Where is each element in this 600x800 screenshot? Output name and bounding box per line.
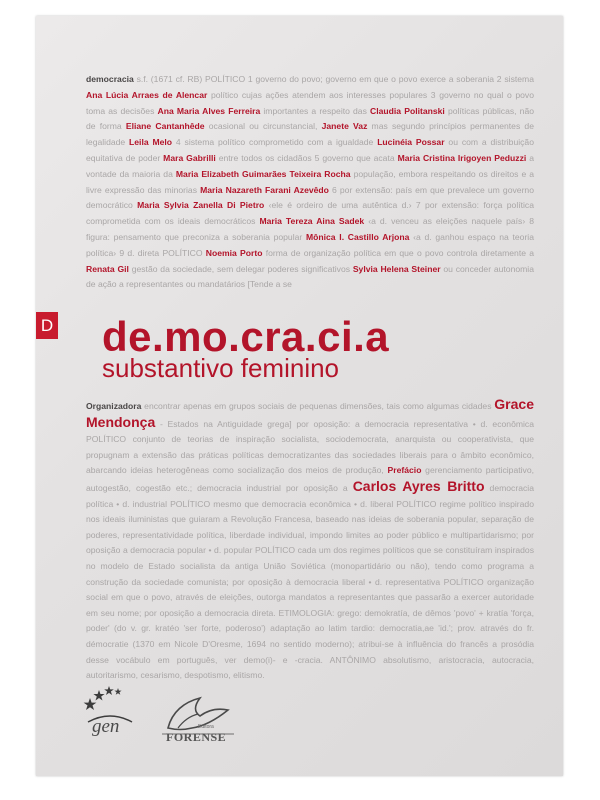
entry-headword: democracia — [86, 74, 134, 84]
author-name: Mônica I. Castillo Arjona — [305, 231, 410, 242]
author-name: Leila Melo — [129, 137, 173, 148]
author-name: Mara Gabrilli — [163, 152, 216, 163]
entry-text: s.f. (1671 cf. RB) POLÍTICO 1 governo do povo; governo em que o povo exerce a soberania 2 sistema — [133, 74, 534, 84]
organizer-name: Grace Mendonça — [86, 396, 534, 430]
entry-text: forma de organização política em que o povo controla diretamente a — [262, 247, 534, 258]
entry-text: importantes a respeito das — [260, 105, 371, 116]
entry-text: encontrar apenas em grupos sociais de pequenas dimensões, tais como algumas cidades — [141, 401, 495, 411]
book-cover — [36, 16, 563, 776]
entry-text: ou com a distribuição equitativa de poder — [86, 137, 534, 163]
entry-text: democracia política • d. industrial POLÍTICO mesmo que democracia econômica • d. liberal POLÍTICO regime político inspirado nos ideais iluministas que guiaram a Revolução Francesa, baseado nas ideias de soberania popular, separação de poderes, representatividade política, liberdade individual, impondo limites ao poder público e multipartidarismo; por oposição a democracia popular • d. popular POLÍTICO cada um dos regimes políticos que se constituíram inspirados no modelo de Estado socialista da antiga União Soviética (monopartidário ou não), tendo como programa a construção da sociedade comunista; por oposição à democracia liberal • d. representativa POLÍTICO organização social em que o povo, através de eleições, outorga mandatos a representantes que passarão a exercer autoridade em seu nome; por oposição a democracia direta. ETIMOLOGIA: grego: demokratía, de dêmos 'povo' + kratía 'força, poder' (do v. gr. kratéo 'ser forte, poderoso') adaptação ao latim tardio: democratia,ae 'id.'; prov. através do fr. démocratie (1370 em Nicole D'Oresme, 1694 no sentido moderno); atribui-se à influência do francês a prosódia desse vocábulo em português, ver demo(i)- e -cracia. ANTÔNIMO absolutismo, aristocracia, autocracia, autoritarismo, cesarismo, despotismo, elitismo. — [86, 482, 534, 681]
entry-text: ou conceder autonomia de ação a representantes ou mandatários [Tende a se — [86, 263, 534, 290]
author-name: Maria Cristina Irigoyen Peduzzi — [397, 152, 527, 163]
author-name: Claudia Politanski — [370, 105, 445, 116]
book-subtitle: substantivo feminino — [102, 353, 340, 383]
dictionary-entry-top — [86, 72, 534, 293]
author-name: Maria Nazareth Farani Azevêdo — [200, 184, 329, 195]
entry-text: entre todos os cidadãos 5 governo que acata — [215, 152, 398, 163]
forense-logo-text: FORENSE — [166, 730, 227, 744]
entry-text: a vontade da maioria da — [86, 152, 535, 179]
publisher-logos — [80, 680, 240, 760]
author-name: Ana Maria Alves Ferreira — [157, 105, 261, 116]
preface-label: Prefácio — [387, 465, 422, 476]
entry-text: 6 por extensão: país em que prevalece um governo democrático — [86, 184, 534, 211]
author-name: Ana Lúcia Arraes de Alencar — [86, 89, 208, 100]
entry-text: gerenciamento participativo, autogestão, cogestão etc.; democracia industrial por oposição a — [86, 465, 534, 493]
entry-text: população, embora respeitando os direitos e a livre expressão das minorias — [86, 168, 534, 195]
author-name: Eliane Cantanhêde — [125, 121, 205, 132]
author-name: Janete Vaz — [321, 121, 368, 132]
letter-badge: D — [36, 312, 58, 339]
author-name: Noemia Porto — [205, 247, 263, 258]
entry-text: gestão da sociedade, sem delegar poderes significativos — [128, 263, 353, 274]
entry-text: ‹a d. venceu as eleições naquele país› 8 figura: pensamento que preconiza a soberania popular — [86, 216, 535, 242]
entry-text: mas segundo princípios permanentes de legalidade — [86, 121, 534, 148]
entry-text: ‹ele é ordeiro de uma autêntica d.› 7 por extensão: força política comprometida com os ideais democráticos — [86, 200, 535, 227]
author-name: Sylvia Helena Steiner — [352, 263, 441, 274]
author-name: Maria Sylvia Zanella Di Pietro — [137, 200, 265, 211]
book-title: de.mo.cra.ci.a — [102, 313, 390, 360]
author-name: Lucinéia Possar — [377, 137, 445, 148]
entry-text: político cujas ações atendem aos interesses populares 3 governo no qual o povo toma as decisões — [86, 89, 534, 116]
organizer-label: Organizadora — [86, 401, 142, 411]
author-name: Renata Gil — [86, 263, 129, 274]
entry-text: políticas públicas, não de forma — [86, 105, 535, 132]
dictionary-entry-bottom — [86, 397, 534, 684]
author-name: Maria Tereza Aina Sadek — [259, 216, 365, 227]
preface-author: Carlos Ayres Britto — [352, 477, 485, 494]
author-name: Maria Elizabeth Guimarães Teixeira Rocha — [175, 168, 351, 179]
entry-text: ‹a d. ganhou espaço na teoria política› 9 d. direta POLÍTICO — [86, 231, 534, 258]
gen-logo-text: gen — [92, 716, 120, 737]
entry-text: - Estados na Antiguidade grega] por oposição: a democracia representativa • d. econômica POLÍTICO conjunto de teorias de inspiração socialista, sociodemocrata, anarquista ou cooperativista, que propugnam a extensão das práticas políticas democratizantes das sociedades liberais para o âmbito econômico, abarcando ideias heterogêneas como socialização dos meios de produção, — [86, 418, 534, 476]
entry-text: ocasional ou circunstancial, — [204, 121, 322, 132]
entry-text: 4 sistema político comprometido com a igualdade — [172, 137, 378, 148]
editora-label: Editora — [198, 724, 214, 730]
